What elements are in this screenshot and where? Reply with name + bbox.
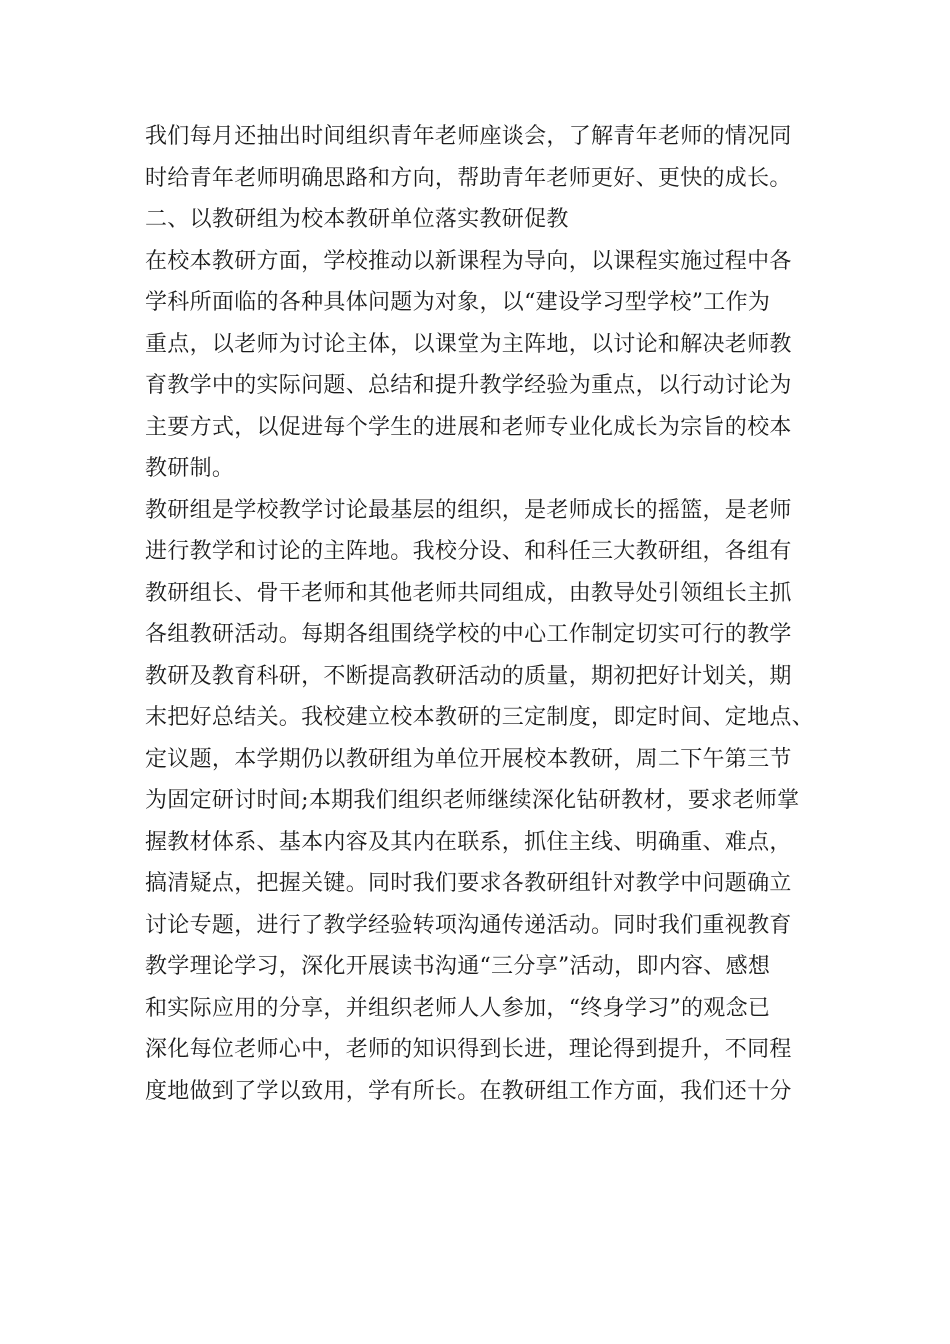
text-line: 主要方式，以促进每个学生的进展和老师专业化成长为宗旨的校本 (145, 414, 792, 440)
text-line: 深化每位老师心中，老师的知识得到长进，理论得到提升，不同程 (145, 1037, 792, 1062)
section-heading: 二、以教研组为校本教研单位落实教研促教 (145, 207, 569, 232)
text-line: 学科所面临的各种具体问题为对象，以“建设学习型学校”工作为 (145, 290, 771, 315)
text-line: 教研组长、骨干老师和其他老师共同组成，由教导处引领组长主抓 (145, 580, 792, 606)
text-line: 为固定研讨时间;本期我们组织老师继续深化钻研教材，要求老师掌 (145, 788, 800, 813)
text-line: 搞清疑点，把握关键。同时我们要求各教研组针对教学中问题确立 (145, 871, 792, 896)
text-line: 教研及教育科研，不断提高教研活动的质量，期初把好计划关，期 (145, 663, 792, 689)
text-line: 教研制。 (145, 456, 235, 481)
text-line: 讨论专题，进行了教学经验转项沟通传递活动。同时我们重视教育 (145, 912, 792, 938)
text-line: 育教学中的实际问题、总结和提升教学经验为重点，以行动讨论为 (145, 373, 792, 398)
text-line: 各组教研活动。每期各组围绕学校的中心工作制定切实可行的教学 (145, 622, 792, 647)
text-line: 度地做到了学以致用，学有所长。在教研组工作方面，我们还十分 (145, 1078, 792, 1104)
text-line: 握教材体系、基本内容及其内在联系，抓住主线、明确重、难点， (145, 829, 792, 855)
text-line: 进行教学和讨论的主阵地。我校分设、和科任三大教研组，各组有 (145, 539, 792, 564)
text-line: 时给青年老师明确思路和方向，帮助青年老师更好、更快的成长。 (145, 165, 792, 191)
text-line: 在校本教研方面，学校推动以新课程为导向，以课程实施过程中各 (145, 248, 792, 274)
text-line: 教学理论学习，深化开展读书沟通“三分享”活动，即内容、感想 (145, 954, 771, 979)
text-line: 和实际应用的分享，并组织老师人人参加，“终身学习”的观念已 (145, 995, 771, 1021)
text-line: 定议题，本学期仍以教研组为单位开展校本教研，周二下午第三节 (145, 746, 792, 772)
text-line: 末把好总结关。我校建立校本教研的三定制度，即定时间、定地点、 (145, 705, 815, 730)
document-body (145, 116, 825, 1112)
text-line: 重点，以老师为讨论主体，以课堂为主阵地，以讨论和解决老师教 (145, 331, 792, 357)
text-line: 教研组是学校教学讨论最基层的组织，是老师成长的摇篮，是老师 (145, 497, 792, 523)
text-line: 我们每月还抽出时间组织青年老师座谈会，了解青年老师的情况同 (145, 124, 792, 149)
